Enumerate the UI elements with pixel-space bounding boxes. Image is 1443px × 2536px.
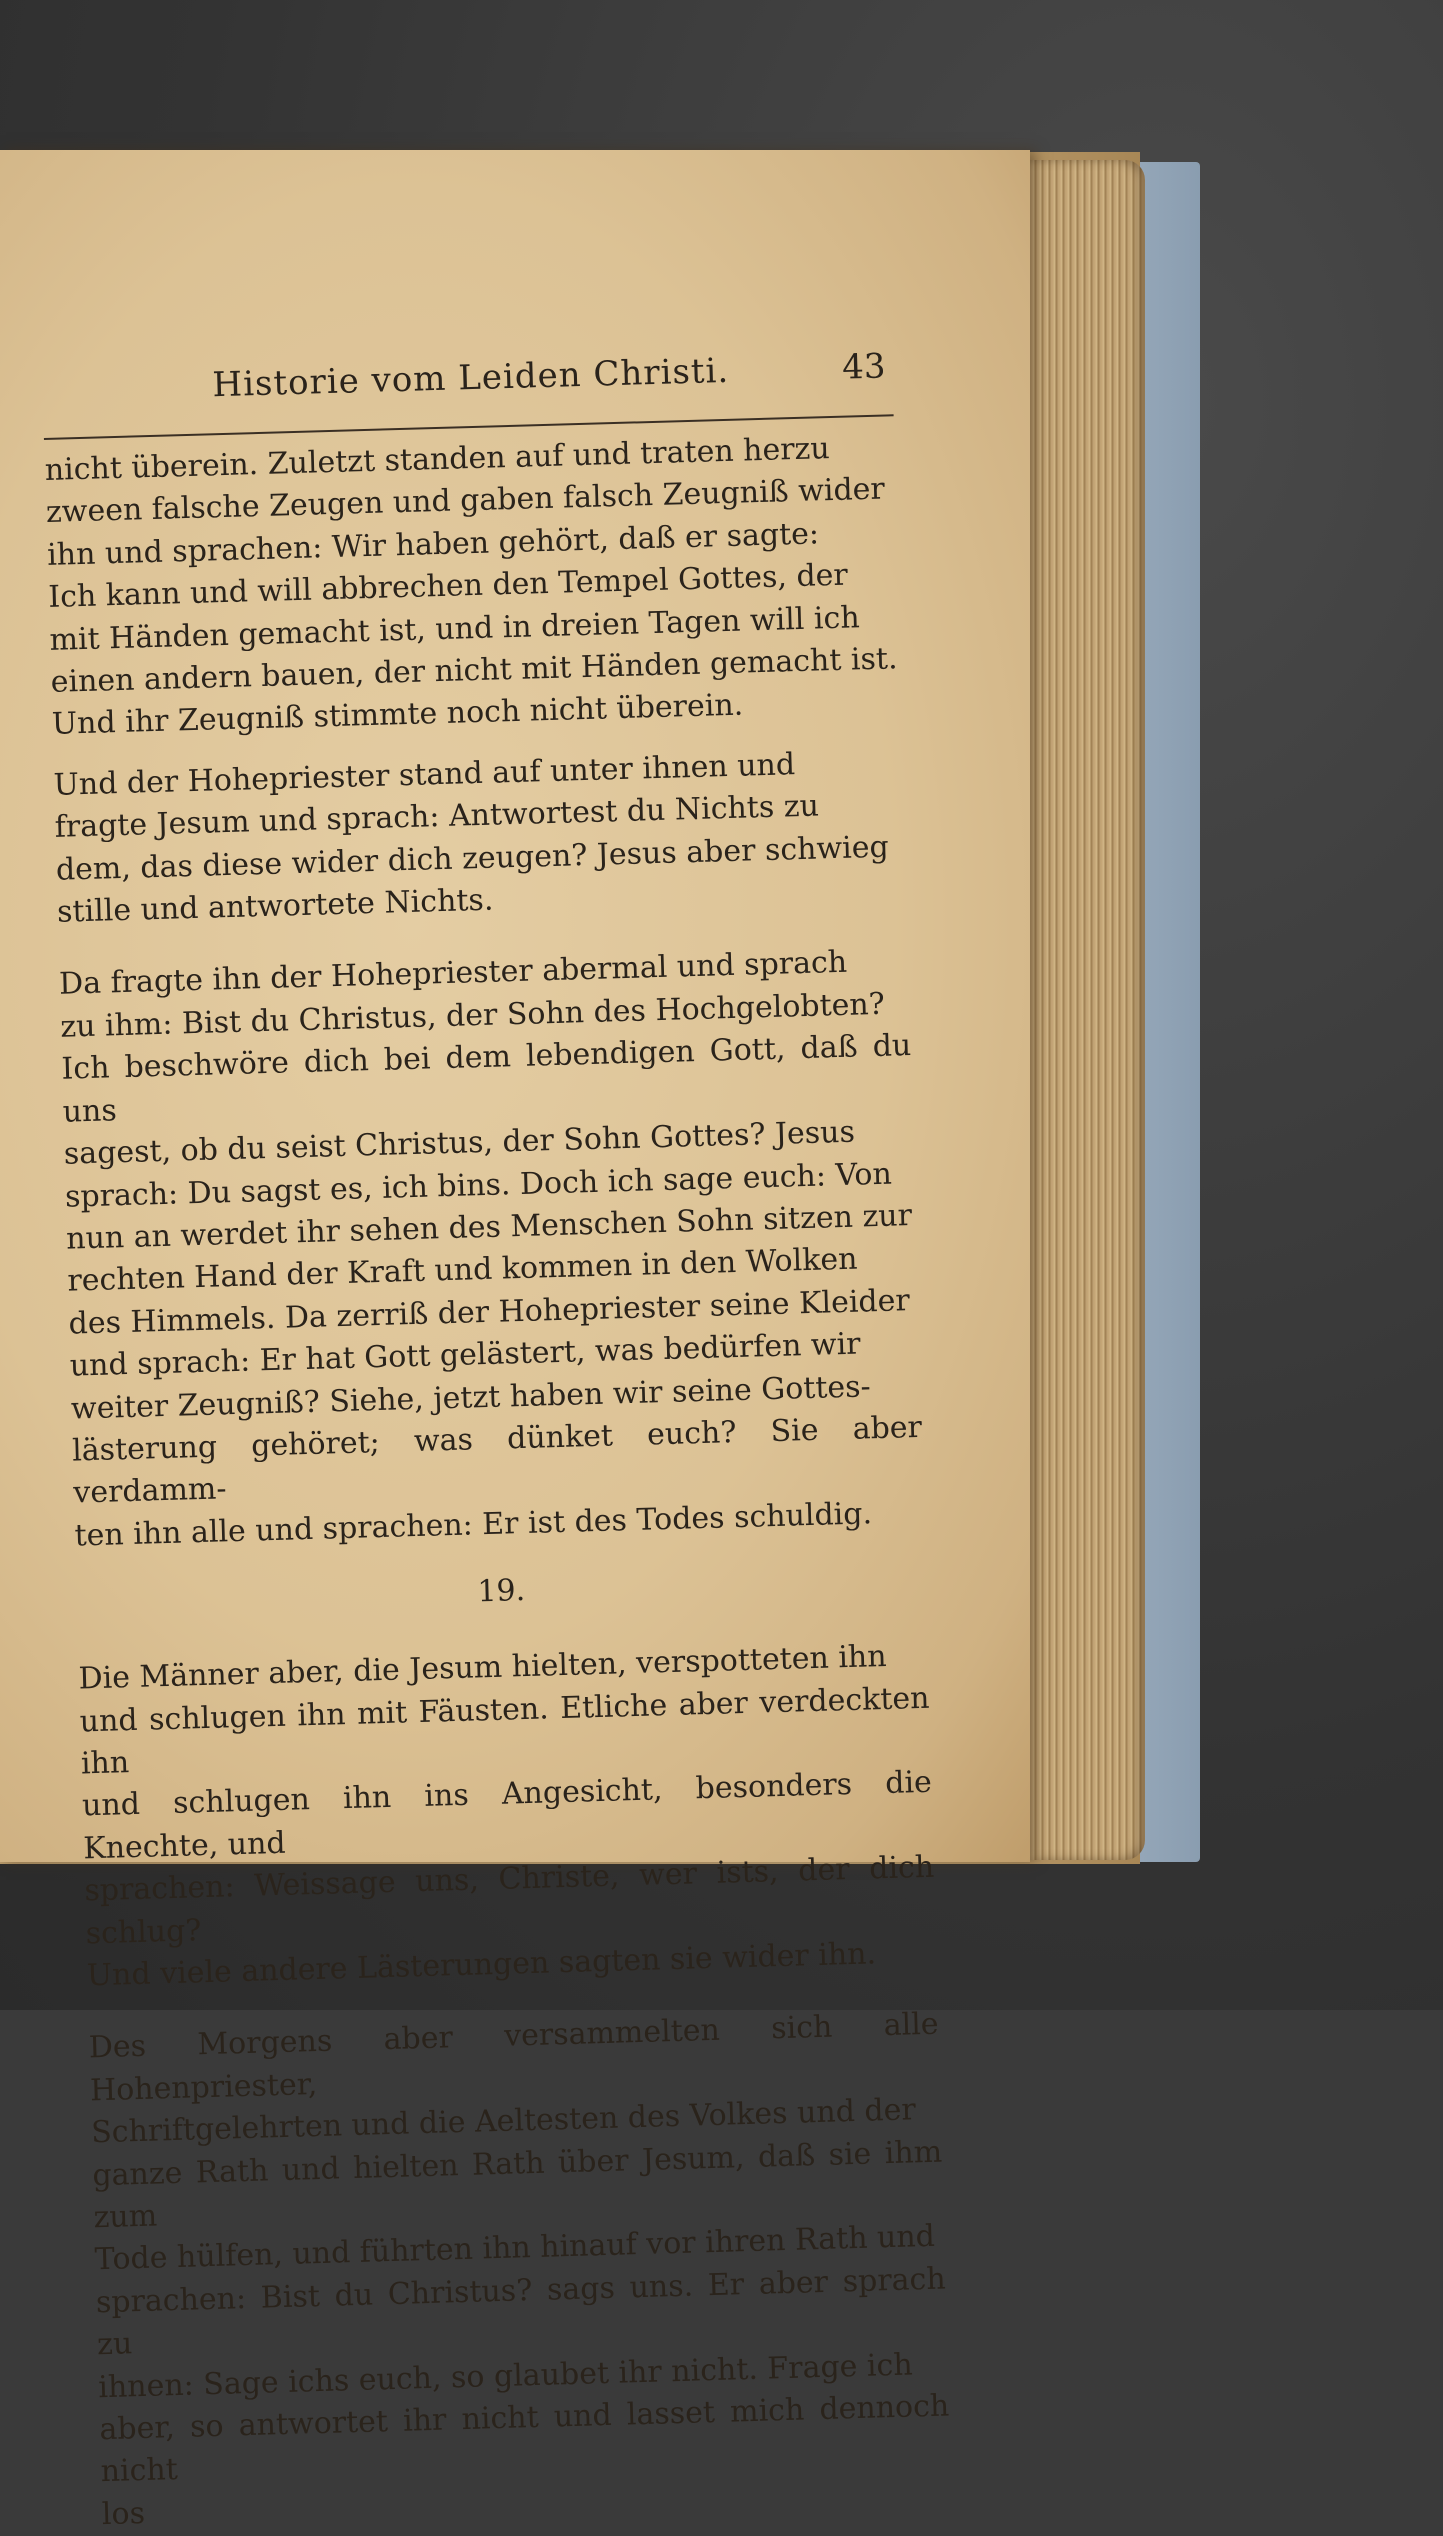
paragraph-5: Des Morgens aber versammelten sich alle Hohenpriester, Schriftgelehrten und die Aeltesten des Volkes und der ganze Rath und hielten Rath über Jesum, daß sie ihm zum Tode hülfen, und führten ihn hinauf vor ihren Rath und sprachen: Bist du Christus? sags uns. Er aber sprach zu ihnen: Sage ichs euch, so glaubet ihr nicht. Frage ich aber, so antwortet ihr nicht und lasset mich dennoch nicht los	[88, 2007, 950, 2533]
book-page	[0, 150, 1030, 2533]
paragraph-4: Die Männer aber, die Jesum hielten, verspotteten ihn und schlugen ihn mit Fäusten. Etliche aber verdeckten ihn und schlugen ihn ins Angesicht, besonders die Knechte, und sprachen: Weissage uns, Christe, wer ists, der dich schlug? Und viele andere Lästerungen sagten sie wider ihn.	[78, 1639, 935, 1994]
paragraph-2: Und der Hohepriester stand auf unter ihnen und fragte Jesum und sprach: Antwortest du Nichts zu dem, das diese wider dich zeugen? Jesus aber schwieg stille und antwortete Nichts.	[53, 746, 890, 930]
page-edges	[1010, 160, 1145, 1860]
section-number: 19.	[476, 1573, 526, 1610]
paragraph-3: Da fragte ihn der Hohepriester abermal und sprach zu ihm: Bist du Christus, der Sohn des Hochgelobten? Ich beschwöre dich bei dem lebendigen Gott, daß du uns sagest, ob du seist Christus, der Sohn Gottes? Jesus sprach: Du sagst es, ich bins. Doch ich sage euch: Von nun an werdet ihr sehen des Menschen Sohn sitzen zur rechten Hand der Kraft und kommen in den Wolken des Himmels. Da zerriß der Hohepriester seine Kleider und sprach: Er hat Gott gelästert, was bedürfen wir weiter Zeugniß? Siehe, jetzt haben wir seine Gottes- lästerung gehöret; was dünket euch? Sie aber verdamm- ten ihn alle und sprachen: Er ist des Todes schuldig.	[58, 945, 923, 1554]
page-content	[42, 346, 952, 2536]
page-number: 43	[841, 346, 887, 388]
paragraph-1: nicht überein. Zuletzt standen auf und traten herzu zween falsche Zeugen und gaben falsch Zeugniß wider ihn und sprachen: Wir haben gehört, daß er sagte: Ich kann und will abbrechen den Tempel Gottes, der mit Händen gemacht ist, und in dreien Tagen will ich einen andern bauen, der nicht mit Händen gemacht ist. Und ihr Zeugniß stimmte noch nicht überein.	[44, 431, 898, 743]
running-head: Historie vom Leiden Christi.	[211, 350, 730, 406]
